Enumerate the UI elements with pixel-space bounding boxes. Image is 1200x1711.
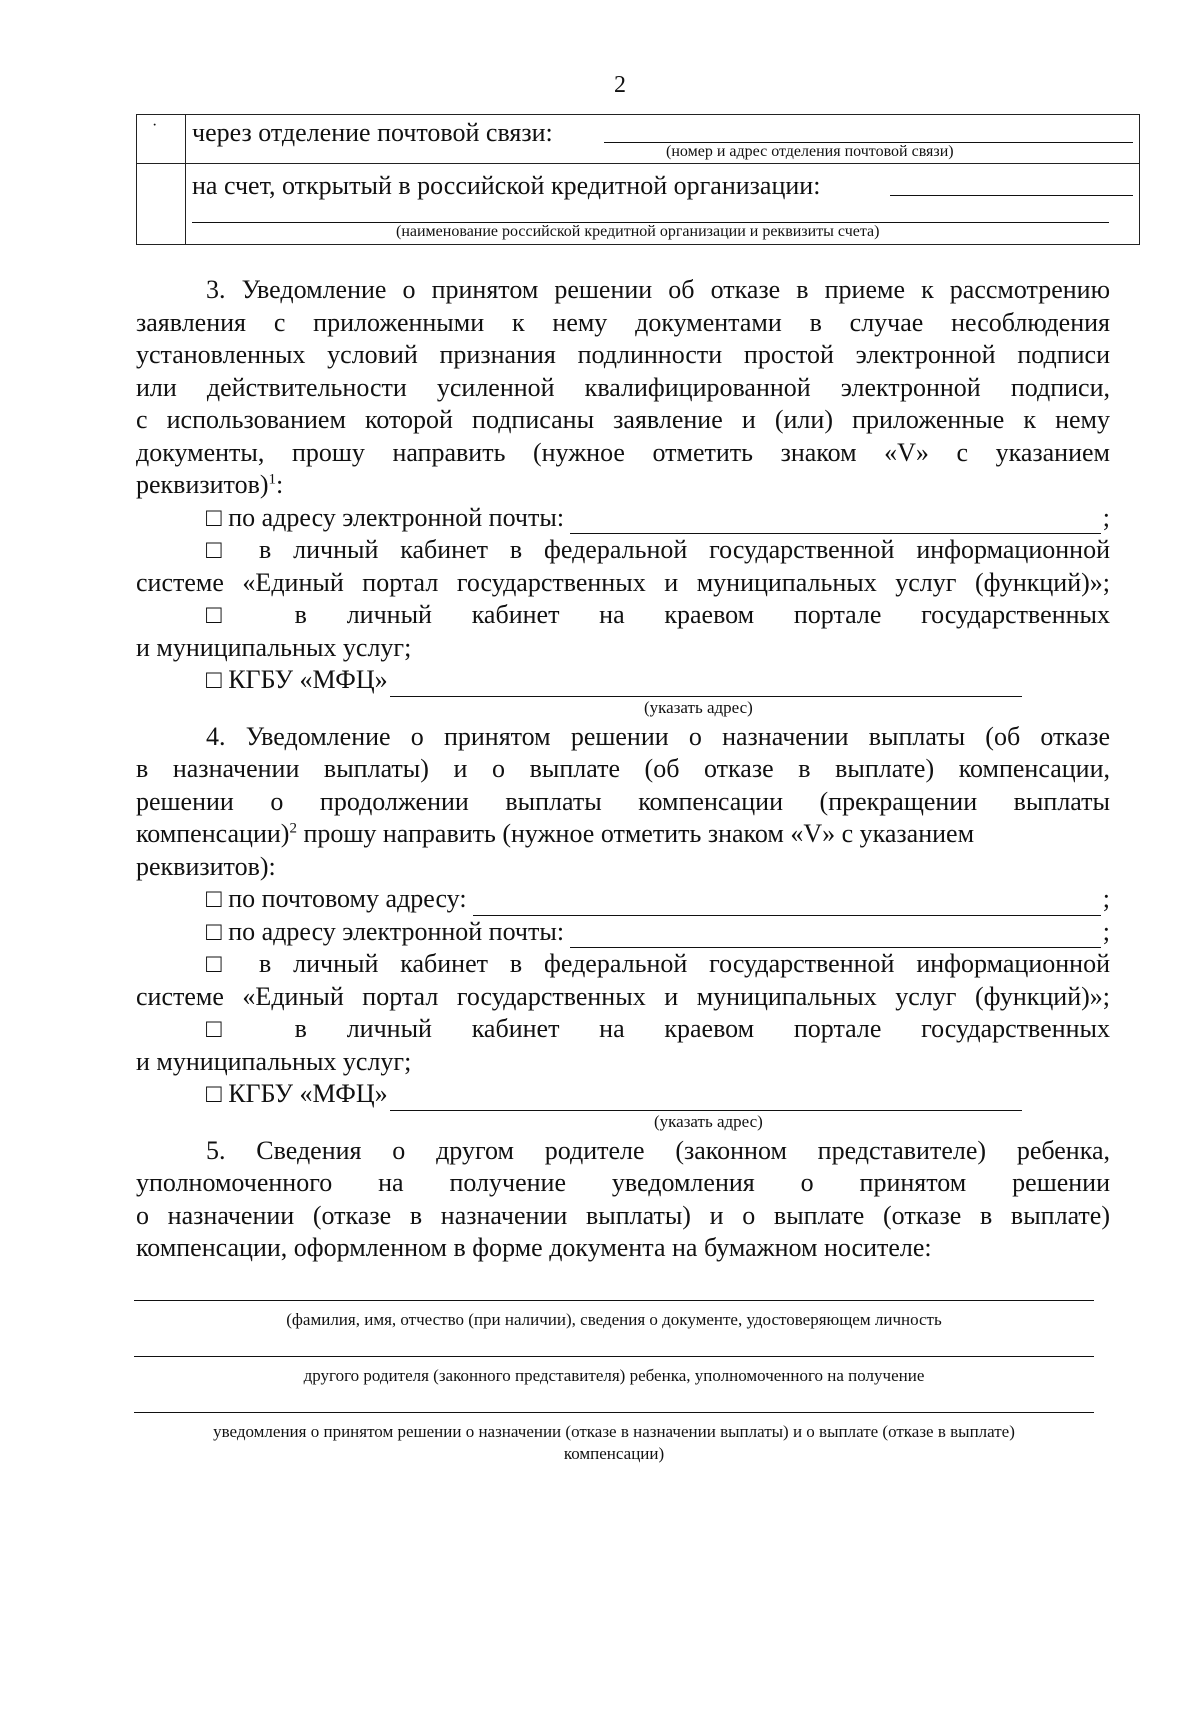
section4-option-email[interactable]: □ по адресу электронной почты: ; <box>136 916 1110 949</box>
other-parent-fill-line[interactable] <box>134 1356 1094 1357</box>
checkbox-cell[interactable] <box>137 115 186 164</box>
email-fill-line[interactable] <box>570 925 1101 948</box>
bank-account-label: на счет, открытый в российской кредитной организации: <box>192 171 821 200</box>
mfc-address-fill-line[interactable] <box>390 1088 1022 1111</box>
mfc-caption: (указать адрес) <box>654 1111 763 1131</box>
post-office-label: через отделение почтовой связи: <box>192 118 553 147</box>
section4-option-mfc[interactable]: □ КГБУ «МФЦ» <box>136 1078 1110 1111</box>
post-office-cell <box>186 115 1140 164</box>
section4-option-regional[interactable]: □ в личный кабинет на краевом портале государственных <box>206 1014 1110 1043</box>
email-fill-line[interactable] <box>570 511 1101 534</box>
other-parent-caption: уведомления о принятом решении о назначении (отказе в назначении выплаты) и о выплате (отказе в выплате) компенсации) <box>213 1422 1015 1463</box>
mfc-caption: (указать адрес) <box>644 697 753 717</box>
section4-option-gosuslugi[interactable]: □ в личный кабинет в федеральной государственной информационной <box>206 949 1110 978</box>
payment-method-table <box>136 114 1140 245</box>
section3-line: или действительности усиленной квалифицированной электронной подписи, <box>136 372 1110 402</box>
bank-account-cell <box>186 164 1140 245</box>
other-parent-caption: другого родителя (законного представителя) ребенка, уполномоченного на получение <box>303 1366 925 1385</box>
section4-line: реквизитов): <box>136 851 276 881</box>
section5-line: компенсации, оформленном в форме документа на бумажном носителе: <box>136 1233 932 1262</box>
section3-option-email[interactable]: □ по адресу электронной почты: ; <box>136 502 1110 535</box>
post-address-fill-line[interactable] <box>473 893 1101 916</box>
bank-account-fill-line[interactable] <box>890 195 1133 196</box>
section3-line: документы, прошу направить (нужное отметить знаком «V» с указанием <box>136 437 1110 467</box>
mark-dot: · <box>152 117 158 134</box>
section4-line: решении о продолжении выплаты компенсации (прекращении выплаты <box>136 786 1110 816</box>
table-row <box>137 164 1140 245</box>
section5-line: 5. Сведения о другом родителе (законном представителе) ребенка, <box>206 1135 1110 1165</box>
section4-option-post[interactable]: □ по почтовому адресу: ; <box>136 883 1110 916</box>
mfc-address-fill-line[interactable] <box>390 674 1022 697</box>
section3-option-regional[interactable]: □ в личный кабинет на краевом портале государственных <box>206 600 1110 629</box>
footnote-ref: 2 <box>289 820 297 837</box>
section4-option-gosuslugi-cont: системе «Единый портал государственных и муниципальных услуг (функций)»; <box>136 981 1110 1011</box>
section3-line: с использованием которой подписаны заявление и (или) приложенные к нему <box>136 405 1110 434</box>
section3-line: установленных условий признания подлинности простой электронной подписи <box>136 340 1110 369</box>
section3-option-regional-cont: и муниципальных услуг; <box>136 632 412 662</box>
other-parent-block-3 <box>134 1412 1094 1465</box>
section4-line: в назначении выплаты) и о выплате (об отказе в выплате) компенсации, <box>136 754 1110 783</box>
other-parent-block-2 <box>134 1356 1094 1387</box>
bank-account-caption: (наименование российской кредитной организации и реквизиты счета) <box>396 223 880 240</box>
mfc-caption-row <box>136 697 1110 721</box>
post-office-caption: (номер и адрес отделения почтовой связи) <box>666 143 954 160</box>
section5-line: уполномоченного на получение уведомления о принятом решении <box>136 1168 1110 1197</box>
section5-line: о назначении (отказе в назначении выплаты) и о выплате (отказе в выплате) <box>136 1200 1110 1230</box>
mfc-caption-row <box>136 1111 1110 1135</box>
section3-line: реквизитов)$^1$: <box>136 470 284 499</box>
section3-line: заявления с приложенными к нему документами в случае несоблюдения <box>136 307 1110 337</box>
footnote-ref: 1 <box>268 471 277 488</box>
section3-option-gosuslugi-cont: системе «Единый портал государственных и муниципальных услуг (функций)»; <box>136 567 1110 597</box>
section4-line: 4. Уведомление о принятом решении о назначении выплаты (об отказе <box>206 721 1110 751</box>
section3-line: 3. Уведомление о принятом решении об отказе в приеме к рассмотрению <box>206 275 1110 304</box>
checkbox-cell[interactable] <box>137 164 186 245</box>
section4-line: компенсации)$^2$ прошу направить (нужное отметить знаком «V» с указанием <box>136 819 975 848</box>
section3-option-mfc[interactable]: □ КГБУ «МФЦ» <box>136 664 1110 697</box>
section3-option-gosuslugi[interactable]: □ в личный кабинет в федеральной государственной информационной <box>206 535 1110 564</box>
other-parent-block-1 <box>134 1300 1094 1331</box>
form-body <box>136 274 1110 1265</box>
section4-option-regional-cont: и муниципальных услуг; <box>136 1046 412 1076</box>
page-number: 2 <box>614 72 626 98</box>
table-row <box>137 115 1140 164</box>
other-parent-fill-line[interactable] <box>134 1300 1094 1301</box>
other-parent-fill-line[interactable] <box>134 1412 1094 1413</box>
other-parent-caption: (фамилия, имя, отчество (при наличии), сведения о документе, удостоверяющем личность <box>286 1310 942 1329</box>
